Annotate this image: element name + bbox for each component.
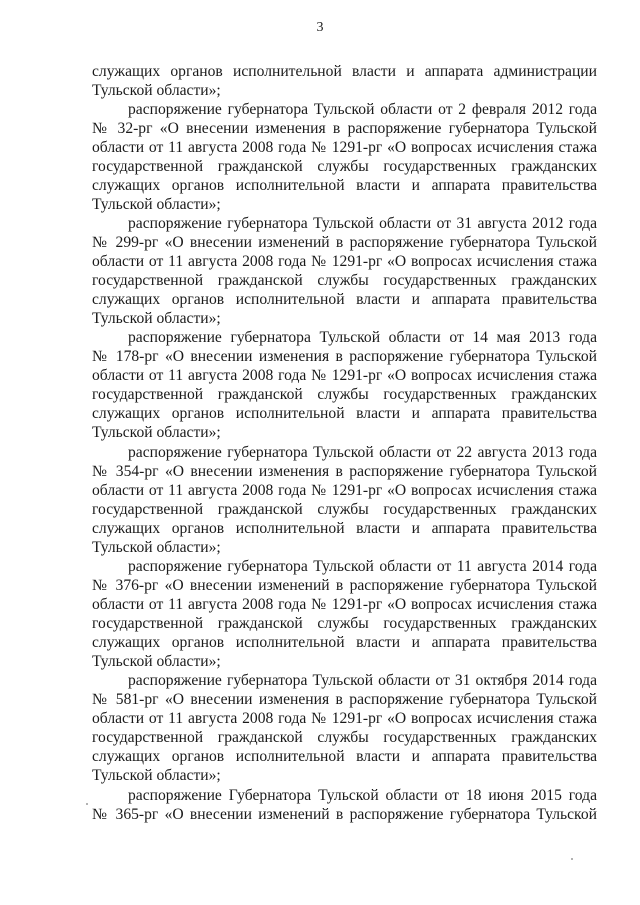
text-line: служащих органов исполнительной власти и аппарата правительства [92,177,597,194]
text-line: служащих органов исполнительной власти и аппарата правительства [92,405,597,422]
text-line: служащих органов исполнительной власти и аппарата администрации [92,63,597,80]
text-line: области от 11 августа 2008 года № 1291-рг «О вопросах исчисления стажа [92,710,597,727]
text-line: № 376-рг «О внесении изменений в распоряжение губернатора Тульской [92,577,597,594]
text-line: распоряжение губернатора Тульской области от 14 мая 2013 года [128,329,597,346]
text-line: Тульской области»; [92,539,221,556]
scan-speck [86,803,88,805]
text-line: области от 11 августа 2008 года № 1291-рг «О вопросах исчисления стажа [92,482,597,499]
text-line: Тульской области»; [92,767,221,784]
text-line: распоряжение губернатора Тульской области от 31 августа 2012 года [128,215,597,232]
text-line: распоряжение губернатора Тульской области от 11 августа 2014 года [128,558,597,575]
text-line: распоряжение губернатора Тульской области от 31 октября 2014 года [128,672,597,689]
page-number: 3 [316,20,324,35]
text-line: государственной гражданской службы государственных гражданских [92,729,597,746]
text-line: области от 11 августа 2008 года № 1291-рг «О вопросах исчисления стажа [92,139,597,156]
scan-speck [571,858,573,860]
text-line: № 581-рг «О внесении изменения в распоряжение губернатора Тульской [92,691,597,708]
text-line: Тульской области»; [92,653,221,670]
text-line: государственной гражданской службы государственных гражданских [92,272,597,289]
text-line: № 365-рг «О внесении изменений в распоряжение губернатора Тульской [92,806,597,823]
text-line: распоряжение губернатора Тульской области от 22 августа 2013 года [128,444,597,461]
text-line: распоряжение губернатора Тульской области от 2 февраля 2012 года [128,101,597,118]
text-line: служащих органов исполнительной власти и аппарата правительства [92,748,597,765]
text-line: Тульской области»; [92,82,221,99]
text-line: № 299-рг «О внесении изменений в распоряжение губернатора Тульской [92,234,597,251]
text-line: области от 11 августа 2008 года № 1291-рг «О вопросах исчисления стажа [92,596,597,613]
text-line: № 178-рг «О внесении изменения в распоряжение губернатора Тульской [92,348,597,365]
text-line: государственной гражданской службы государственных гражданских [92,158,597,175]
text-line: служащих органов исполнительной власти и аппарата правительства [92,520,597,537]
text-line: распоряжение Губернатора Тульской области от 18 июня 2015 года [128,787,597,804]
text-line: области от 11 августа 2008 года № 1291-рг «О вопросах исчисления стажа [92,253,597,270]
text-line: государственной гражданской службы государственных гражданских [92,501,597,518]
text-line: № 354-рг «О внесении изменения в распоряжение губернатора Тульской [92,463,597,480]
text-line: служащих органов исполнительной власти и аппарата правительства [92,291,597,308]
text-line: области от 11 августа 2008 года № 1291-рг «О вопросах исчисления стажа [92,367,597,384]
text-line: № 32-рг «О внесении изменения в распоряжение губернатора Тульской [92,120,597,137]
text-line: Тульской области»; [92,196,221,213]
text-line: Тульской области»; [92,310,221,327]
text-line: государственной гражданской службы государственных гражданских [92,386,597,403]
text-line: служащих органов исполнительной власти и аппарата правительства [92,634,597,651]
text-line: Тульской области»; [92,424,221,441]
text-line: государственной гражданской службы государственных гражданских [92,615,597,632]
